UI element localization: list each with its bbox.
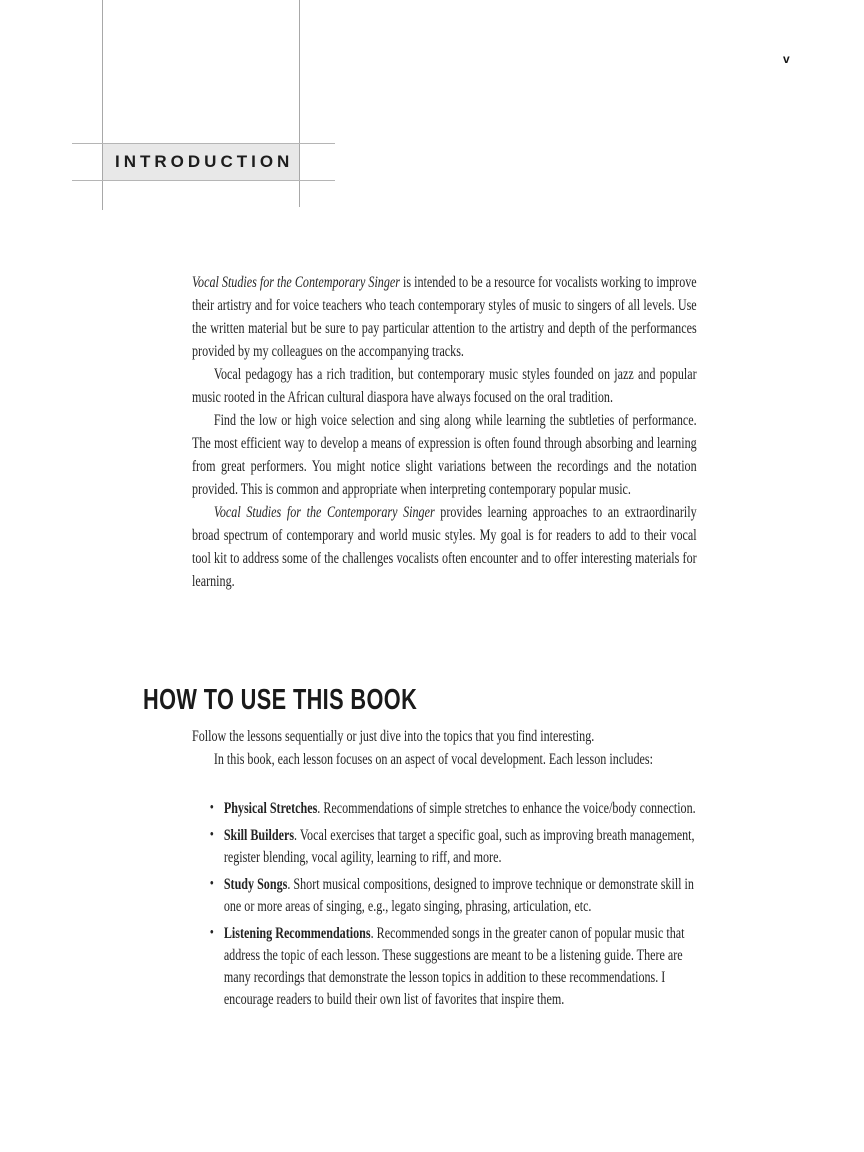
list-item (209, 798, 698, 820)
list-item (209, 874, 698, 918)
chapter-title: INTRODUCTION (115, 152, 294, 171)
how-to-paragraph-1: Follow the lessons sequentially or just dive into the topics that you find interesting. (192, 728, 595, 745)
lesson-components-list (209, 798, 698, 1016)
intro-paragraph-2: Vocal pedagogy has a rich tradition, but contemporary music styles founded on jazz and popular music rooted in the African cultural diaspora have always focused on the oral tradition. (192, 366, 697, 406)
list-item-text: . Short musical compositions, designed to improve technique or demonstrate skill in one or more areas of singing, e.g., legato singing, phrasing, articulation, etc. (223, 876, 694, 915)
list-item-term: Physical Stretches (223, 800, 318, 817)
list-item-text: . Recommendations of simple stretches to enhance the voice/body connection. (317, 800, 696, 817)
page-number: v (783, 52, 790, 66)
introduction-text-block (192, 271, 697, 593)
paragraph-text: provides learning approaches to an extraordinarily broad spectrum of contemporary and world music styles. My goal is for readers to add to their vocal tool kit to address some of the challenges vocalists often encounter and to offer interesting materials for learning. (192, 504, 697, 590)
intro-paragraph-4 (192, 501, 697, 593)
how-to-paragraph-2: In this book, each lesson focuses on an aspect of vocal development. Each lesson includes: (213, 751, 653, 768)
list-item-text: . Vocal exercises that target a specific goal, such as improving breath management, register blending, vocal agility, learning to riff, and more. (223, 827, 695, 866)
list-item (209, 923, 698, 1011)
bottom-horizontal-rule (72, 180, 335, 181)
chapter-header-box (103, 144, 299, 180)
book-title-italic: Vocal Studies for the Contemporary Singer (192, 274, 400, 291)
how-to-text-block (192, 725, 697, 771)
list-item-term: Listening Recommendations (223, 925, 371, 942)
intro-paragraph-1 (192, 271, 697, 363)
right-vertical-rule (299, 0, 300, 207)
list-item-term: Study Songs (223, 876, 288, 893)
paragraph-text: is intended to be a resource for vocalists working to improve their artistry and for voice teachers who teach contemporary styles of music to singers of all levels. Use the written material but be sure to pay particular attention to the artistry and depth of the performances provided by my colleagues on the accompanying tracks. (192, 274, 697, 360)
list-item-text: . Recommended songs in the greater canon of popular music that address the topic of each lesson. These suggestions are meant to be a listening guide. There are many recordings that demonstrate the lesson topics in addition to these recommendations. I encourage readers to build their own list of favorites that inspire them. (223, 925, 685, 1008)
bullet-icon: • (209, 827, 214, 843)
book-title-italic: Vocal Studies for the Contemporary Singer (213, 504, 435, 521)
bullet-icon: • (209, 800, 214, 816)
bullet-icon: • (209, 925, 214, 941)
intro-paragraph-3: Find the low or high voice selection and sing along while learning the subtleties of performance. The most efficient way to develop a means of expression is often found through absorbing and learning from great performers. You might notice slight variations between the recordings and the notation provided. This is common and appropriate when interpreting contemporary popular music. (192, 412, 697, 498)
bullet-icon: • (209, 876, 214, 892)
list-item-term: Skill Builders (223, 827, 295, 844)
section-heading: HOW TO USE THIS BOOK (143, 684, 418, 716)
list-item (209, 825, 698, 869)
